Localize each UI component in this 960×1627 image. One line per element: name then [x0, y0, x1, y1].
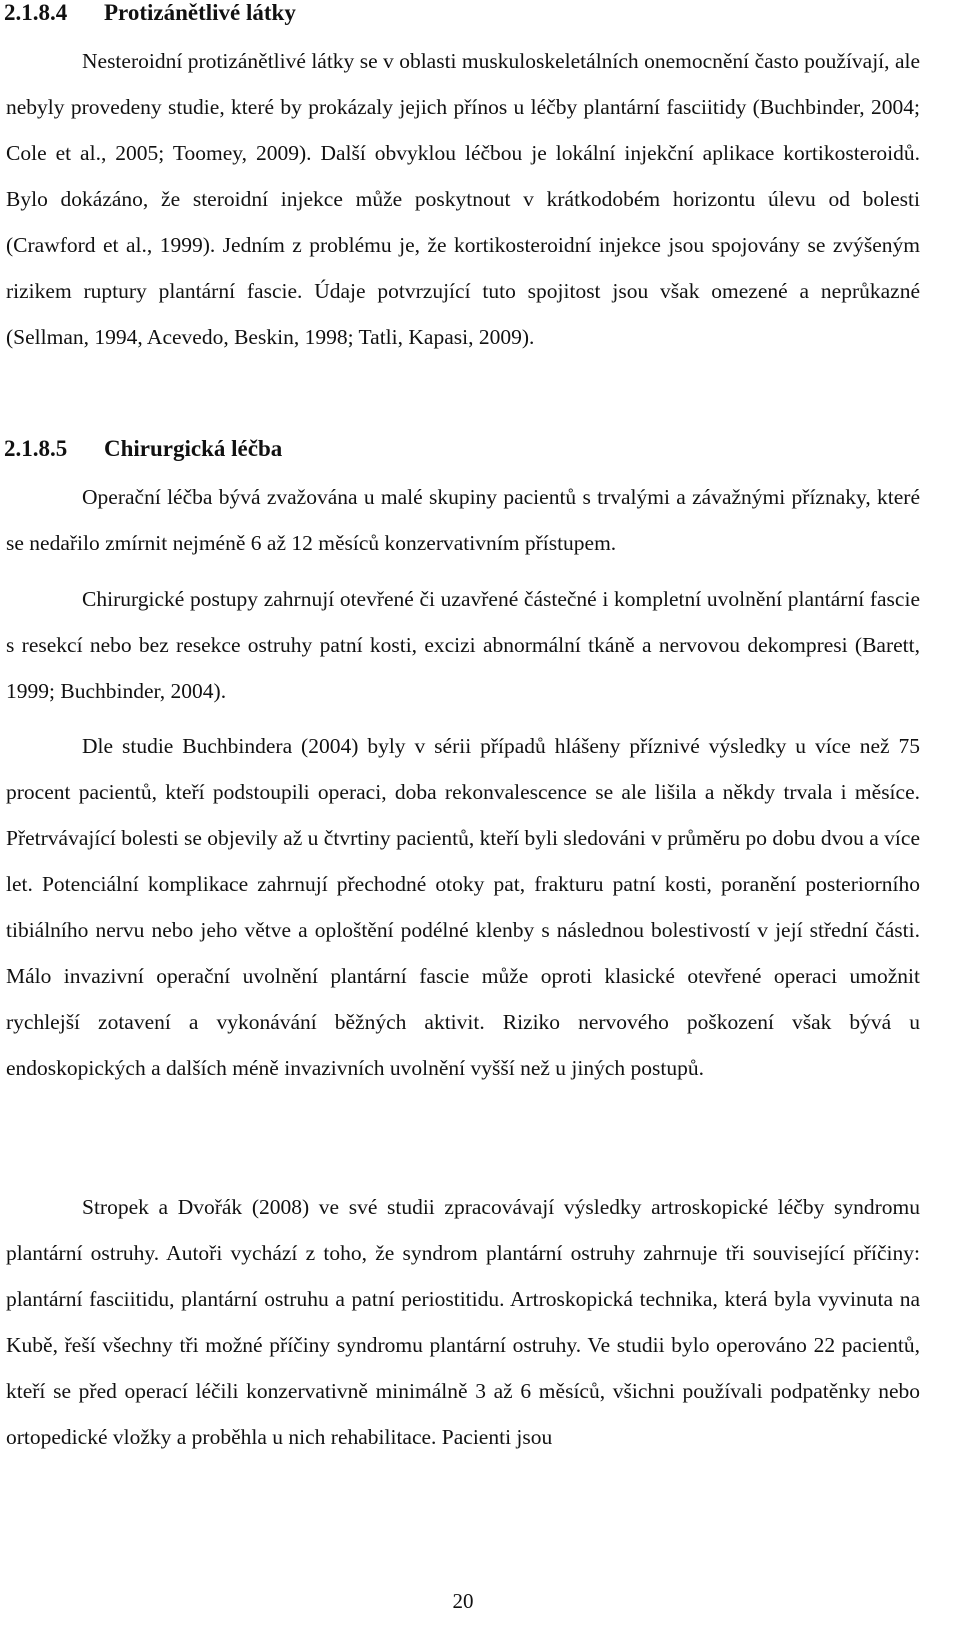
section-number: 2.1.8.4 [4, 0, 68, 25]
section-number: 2.1.8.5 [4, 436, 68, 461]
page-number: 20 [452, 1589, 474, 1613]
paragraph-buchbinder-study: Dle studie Buchbindera (2004) byly v sérii případů hlášeny příznivé výsledky u více než 75 procent pacientů, kteří podstoupili operaci, doba rekonvalescence se ale lišila a někdy trvala i měsíce. Přetrvávající bolesti se objevily až u čtvrtiny pacientů, kteří byli sledováni v průměru po dobu dvou a více let. Potenciální komplikace zahrnují přechodné otoky pat, frakturu patní kosti, poranění posteriorního tibiálního nervu nebo jeho větve a oploštění podélné klenby s následnou bolestivostí v její střední části. Málo invazivní operační uvolnění plantární fascie může oproti klasické otevřené operaci umožnit rychlejší zotavení a vykonávání běžných aktivit. Riziko nervového poškození však bývá u endoskopických a dalších méně invazivních uvolnění vyšší než u jiných postupů. [6, 734, 920, 1080]
section-title: Protizánětlivé látky [104, 0, 296, 25]
paragraph-surgery-indication: Operační léčba bývá zvažována u malé skupiny pacientů s trvalými a závažnými příznaky, které se nedařilo zmírnit nejméně 6 až 12 měsíců konzervativním přístupem. [6, 485, 920, 555]
section-heading-anti-inflammatory [4, 0, 296, 26]
paragraph-surgical-procedures: Chirurgické postupy zahrnují otevřené či uzavřené částečné i kompletní uvolnění plantární fascie s resekcí nebo bez resekce ostruhy patní kosti, excizi abnormální tkáně a nervovou dekompresi (Barett, 1999; Buchbinder, 2004). [6, 587, 920, 703]
paragraph-anti-inflammatory: Nesteroidní protizánětlivé látky se v oblasti muskuloskeletálních onemocnění často používají, ale nebyly provedeny studie, které by prokázaly jejich přínos u léčby plantární fasciitidy (Buchbinder, 2004; Cole et al., 2005; Toomey, 2009). Další obvyklou léčbou je lokální injekční aplikace kortikosteroidů. Bylo dokázáno, že steroidní injekce může poskytnout v krátkodobém horizontu úlevu od bolesti (Crawford et al., 1999). Jedním z problému je, že kortikosteroidní injekce jsou spojovány se zvýšeným rizikem ruptury plantární fascie. Údaje potvrzující tuto spojitost jsou však omezené a neprůkazné (Sellman, 1994, Acevedo, Beskin, 1998; Tatli, Kapasi, 2009). [6, 49, 920, 349]
paragraph-stropek-dvorak-study: Stropek a Dvořák (2008) ve své studii zpracovávají výsledky artroskopické léčby syndromu plantární ostruhy. Autoři vychází z toho, že syndrom plantární ostruhy zahrnuje tři související příčiny: plantární fasciitidu, plantární ostruhu a patní periostitidu. Artroskopická technika, která byla vyvinuta na Kubě, řeší všechny tři možné příčiny syndromu plantární ostruhy. Ve studii bylo operováno 22 pacientů, kteří se před operací léčili konzervativně minimálně 3 až 6 měsíců, všichni používali podpatěnky nebo ortopedické vložky a proběhla u nich rehabilitace. Pacienti jsou [6, 1195, 920, 1449]
section-title: Chirurgická léčba [104, 436, 283, 461]
section-heading-surgical-treatment [4, 436, 282, 462]
